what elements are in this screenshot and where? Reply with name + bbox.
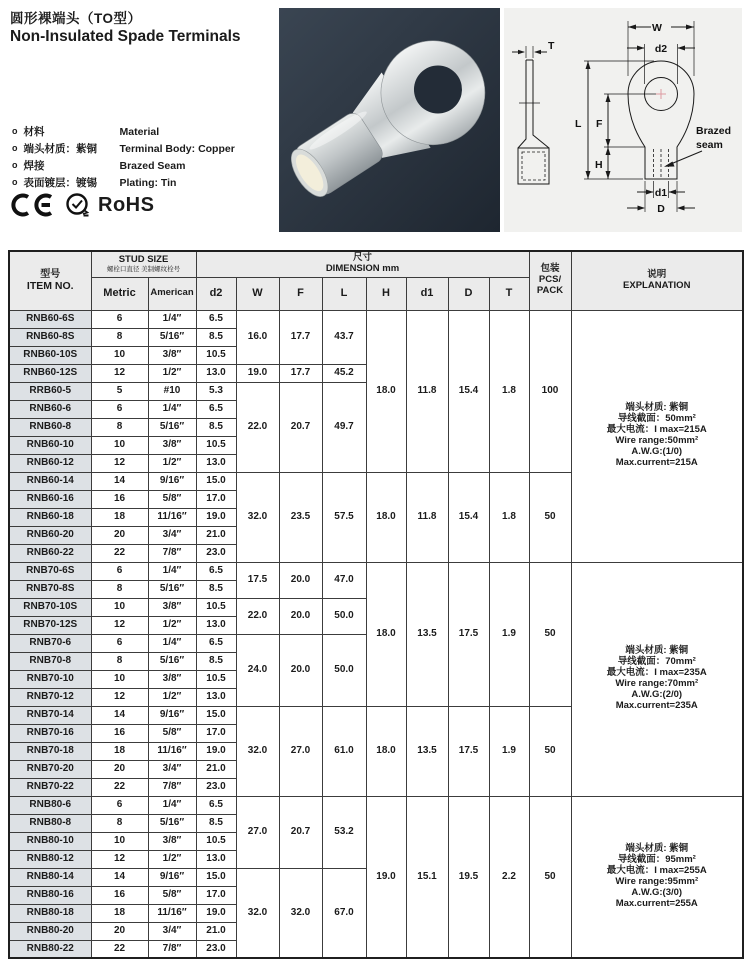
metric-cell: 18	[91, 508, 148, 526]
d2-cell: 6.5	[196, 796, 236, 814]
d-cell: 17.5	[448, 706, 489, 796]
american-cell: 1/2″	[148, 364, 196, 382]
f-cell: 20.0	[279, 634, 322, 706]
american-cell: 5/8″	[148, 490, 196, 508]
l-cell: 45.2	[322, 364, 366, 382]
header-l: L	[322, 277, 366, 310]
metric-cell: 22	[91, 544, 148, 562]
american-cell: 1/2″	[148, 454, 196, 472]
metric-cell: 16	[91, 886, 148, 904]
item-no-cell: RNB70-10S	[9, 598, 91, 616]
h-cell: 18.0	[366, 310, 406, 472]
explanation-line: 端头材质: 紫铜	[625, 842, 689, 854]
d2-cell: 17.0	[196, 490, 236, 508]
t-cell: 1.8	[489, 472, 529, 562]
w-cell: 17.5	[236, 562, 279, 598]
l-cell: 49.7	[322, 382, 366, 472]
american-cell: 1/4″	[148, 796, 196, 814]
american-cell: 3/8″	[148, 832, 196, 850]
explanation-cell	[571, 562, 743, 796]
brazed-seam-label: Brazed	[696, 125, 732, 137]
pcs-pack-cell: 50	[529, 472, 571, 562]
metric-cell: 18	[91, 904, 148, 922]
d2-cell: 10.5	[196, 598, 236, 616]
table-row	[9, 310, 743, 328]
bullet-icon: o	[12, 177, 18, 187]
d1-cell: 13.5	[406, 562, 448, 706]
item-no-cell: RNB70-6S	[9, 562, 91, 580]
item-no-cell: RNB80-16	[9, 886, 91, 904]
metric-cell: 6	[91, 796, 148, 814]
d2-cell: 21.0	[196, 922, 236, 940]
american-cell: 9/16″	[148, 868, 196, 886]
t-cell: 1.9	[489, 562, 529, 706]
spec-table-body	[9, 310, 743, 958]
metric-cell: 10	[91, 436, 148, 454]
w-cell: 22.0	[236, 382, 279, 472]
pcs-pack-cell: 50	[529, 706, 571, 796]
explanation-line: A.W.G:(2/0)	[631, 688, 683, 700]
header-d1: d1	[406, 277, 448, 310]
metric-cell: 10	[91, 598, 148, 616]
d1-cell: 15.1	[406, 796, 448, 958]
american-cell: 7/8″	[148, 544, 196, 562]
material-label-en: Terminal Body: Copper	[119, 143, 235, 155]
metric-cell: 12	[91, 454, 148, 472]
item-no-cell: RNB60-12	[9, 454, 91, 472]
d2-cell: 13.0	[196, 688, 236, 706]
item-no-cell: RNB60-18	[9, 508, 91, 526]
item-no-cell: RNB80-8	[9, 814, 91, 832]
d1-cell: 13.5	[406, 706, 448, 796]
table-row	[9, 562, 743, 580]
material-label-en: Brazed Seam	[119, 160, 186, 172]
title-english: Non-Insulated Spade Terminals	[10, 28, 241, 45]
material-label-zh: 表面镀层：镀锡	[23, 177, 97, 189]
metric-cell: 12	[91, 616, 148, 634]
metric-cell: 16	[91, 724, 148, 742]
item-no-cell: RNB60-14	[9, 472, 91, 490]
f-cell: 20.7	[279, 796, 322, 868]
metric-cell: 14	[91, 472, 148, 490]
item-no-cell: RNB60-10S	[9, 346, 91, 364]
item-no-cell: RNB80-6	[9, 796, 91, 814]
explanation-line: Wire range:70mm²	[615, 678, 699, 689]
d-cell: 15.4	[448, 310, 489, 472]
american-cell: 5/16″	[148, 328, 196, 346]
item-no-cell: RNB60-6S	[9, 310, 91, 328]
metric-cell: 14	[91, 868, 148, 886]
american-cell: 5/16″	[148, 580, 196, 598]
explanation-line: Max.current=215A	[615, 456, 698, 468]
material-label-zh: 材料	[23, 126, 45, 138]
explanation-line: Wire range:95mm²	[615, 875, 699, 887]
d2-cell: 23.0	[196, 940, 236, 958]
metric-cell: 8	[91, 418, 148, 436]
header-t: T	[489, 277, 529, 310]
d2-cell: 15.0	[196, 868, 236, 886]
item-no-cell: RNB70-10	[9, 670, 91, 688]
header-d2: d2	[196, 277, 236, 310]
item-no-cell: RNB70-8S	[9, 580, 91, 598]
dim-label-d1: d1	[654, 187, 668, 199]
american-cell: 11/16″	[148, 742, 196, 760]
material-label-zh: 端头材质：紫铜	[23, 143, 97, 155]
d2-cell: 6.5	[196, 562, 236, 580]
american-cell: 3/8″	[148, 436, 196, 454]
metric-cell: 6	[91, 634, 148, 652]
explanation-line: 导线截面：95mm²	[617, 853, 696, 865]
metric-cell: 22	[91, 778, 148, 796]
w-cell: 24.0	[236, 634, 279, 706]
dimension-diagram	[504, 8, 742, 232]
header-stud-size: STUD SIZE 螺栓口直径 美制螺纹栓号	[91, 251, 196, 277]
explanation-line: A.W.G:(3/0)	[631, 886, 683, 898]
w-cell: 16.0	[236, 310, 279, 364]
rohs-label: RoHS	[98, 193, 155, 216]
item-no-cell: RNB70-6	[9, 634, 91, 652]
dim-label-d2: d2	[654, 43, 668, 55]
metric-cell: 22	[91, 940, 148, 958]
american-cell: 9/16″	[148, 472, 196, 490]
american-cell: 1/4″	[148, 634, 196, 652]
d-cell: 19.5	[448, 796, 489, 958]
item-no-cell: RNB70-8	[9, 652, 91, 670]
pcs-pack-cell: 50	[529, 796, 571, 958]
d1-cell: 11.8	[406, 310, 448, 472]
metric-cell: 6	[91, 562, 148, 580]
header-item-no: 型号 ITEM NO.	[9, 251, 91, 310]
item-no-cell: RNB60-6	[9, 400, 91, 418]
w-cell: 32.0	[236, 472, 279, 562]
d2-cell: 17.0	[196, 886, 236, 904]
pcs-pack-cell: 50	[529, 562, 571, 706]
metric-cell: 10	[91, 346, 148, 364]
l-cell: 53.2	[322, 796, 366, 868]
d2-cell: 10.5	[196, 436, 236, 454]
d2-cell: 15.0	[196, 706, 236, 724]
dim-label-h: H	[595, 159, 603, 171]
d2-cell: 15.0	[196, 472, 236, 490]
dim-label-l: L	[575, 118, 582, 130]
explanation-line: 端头材质: 紫铜	[625, 645, 689, 657]
item-no-cell: RNB70-14	[9, 706, 91, 724]
l-cell: 61.0	[322, 706, 366, 796]
bullet-icon: o	[12, 126, 18, 136]
w-cell: 32.0	[236, 868, 279, 958]
explanation-line: A.W.G:(1/0)	[631, 445, 683, 457]
header-metric: Metric	[91, 277, 148, 310]
w-cell: 19.0	[236, 364, 279, 382]
w-cell: 22.0	[236, 598, 279, 634]
dim-label-w: W	[652, 22, 662, 34]
f-cell: 17.7	[279, 364, 322, 382]
h-cell: 18.0	[366, 706, 406, 796]
metric-cell: 14	[91, 706, 148, 724]
material-row	[12, 175, 235, 192]
d2-cell: 8.5	[196, 418, 236, 436]
item-no-cell: RNB60-10	[9, 436, 91, 454]
d2-cell: 13.0	[196, 364, 236, 382]
d2-cell: 21.0	[196, 760, 236, 778]
d2-cell: 6.5	[196, 634, 236, 652]
table-row	[9, 796, 743, 814]
american-cell: 3/4″	[148, 526, 196, 544]
american-cell: 7/8″	[148, 940, 196, 958]
material-label-zh: 焊接	[23, 160, 45, 172]
american-cell: 1/2″	[148, 688, 196, 706]
american-cell: 5/16″	[148, 652, 196, 670]
metric-cell: 6	[91, 310, 148, 328]
metric-cell: 20	[91, 922, 148, 940]
american-cell: 9/16″	[148, 706, 196, 724]
d2-cell: 13.0	[196, 850, 236, 868]
explanation-line: Max.current=235A	[615, 699, 698, 711]
american-cell: 3/4″	[148, 760, 196, 778]
d2-cell: 8.5	[196, 328, 236, 346]
f-cell: 23.5	[279, 472, 322, 562]
item-no-cell: RNB80-18	[9, 904, 91, 922]
f-cell: 20.0	[279, 598, 322, 634]
t-cell: 1.9	[489, 706, 529, 796]
item-no-cell: RNB70-18	[9, 742, 91, 760]
d2-cell: 5.3	[196, 382, 236, 400]
dim-label-f: F	[596, 118, 603, 130]
d2-cell: 6.5	[196, 400, 236, 418]
metric-cell: 16	[91, 490, 148, 508]
d2-cell: 19.0	[196, 904, 236, 922]
item-no-cell: RNB80-14	[9, 868, 91, 886]
metric-cell: 8	[91, 580, 148, 598]
l-cell: 67.0	[322, 868, 366, 958]
explanation-line: Max.current=255A	[615, 897, 698, 909]
t-cell: 1.8	[489, 310, 529, 472]
d2-cell: 6.5	[196, 310, 236, 328]
explanation-cell	[571, 796, 743, 958]
product-photo	[279, 8, 500, 232]
h-cell: 19.0	[366, 796, 406, 958]
t-cell: 2.2	[489, 796, 529, 958]
explanation-line: 最大电流：I max=235A	[606, 667, 707, 679]
dim-label-d: D	[657, 203, 665, 215]
quality-cert-icon	[64, 192, 90, 218]
d2-cell: 19.0	[196, 742, 236, 760]
metric-cell: 6	[91, 400, 148, 418]
item-no-cell: RNB70-16	[9, 724, 91, 742]
metric-cell: 8	[91, 652, 148, 670]
american-cell: 5/16″	[148, 814, 196, 832]
american-cell: 3/8″	[148, 598, 196, 616]
item-no-cell: RNB80-22	[9, 940, 91, 958]
d2-cell: 23.0	[196, 778, 236, 796]
explanation-line: 导线截面：70mm²	[617, 656, 696, 668]
svg-text:seam: seam	[696, 139, 723, 151]
item-no-cell: RNB80-10	[9, 832, 91, 850]
d2-cell: 13.0	[196, 454, 236, 472]
item-no-cell: RNB70-20	[9, 760, 91, 778]
f-cell: 20.0	[279, 562, 322, 598]
american-cell: 1/2″	[148, 616, 196, 634]
american-cell: 1/2″	[148, 850, 196, 868]
d2-cell: 17.0	[196, 724, 236, 742]
f-cell: 17.7	[279, 310, 322, 364]
explanation-cell	[571, 310, 743, 562]
item-no-cell: RNB60-20	[9, 526, 91, 544]
item-no-cell: RNB80-12	[9, 850, 91, 868]
material-row	[12, 158, 235, 175]
item-no-cell: RNB60-8	[9, 418, 91, 436]
metric-cell: 12	[91, 688, 148, 706]
l-cell: 43.7	[322, 310, 366, 364]
explanation-line: 最大电流：I max=215A	[606, 424, 707, 436]
header-d: D	[448, 277, 489, 310]
bullet-icon: o	[12, 143, 18, 153]
explanation-line: 端头材质: 紫铜	[625, 402, 689, 414]
metric-cell: 10	[91, 670, 148, 688]
item-no-cell: RNB70-12	[9, 688, 91, 706]
d-cell: 17.5	[448, 562, 489, 706]
metric-cell: 12	[91, 850, 148, 868]
d2-cell: 10.5	[196, 670, 236, 688]
spec-table	[8, 250, 744, 959]
material-list	[12, 124, 235, 192]
f-cell: 20.7	[279, 382, 322, 472]
header-explanation: 说明 EXPLANATION	[571, 251, 743, 310]
l-cell: 57.5	[322, 472, 366, 562]
american-cell: 11/16″	[148, 508, 196, 526]
d2-cell: 8.5	[196, 814, 236, 832]
explanation-line: 最大电流：I max=255A	[606, 864, 707, 876]
material-label-en: Material	[119, 126, 160, 138]
dim-label-t: T	[548, 40, 555, 52]
explanation-line: 导线截面：50mm²	[617, 413, 696, 425]
item-no-cell: RRB60-5	[9, 382, 91, 400]
american-cell: 5/8″	[148, 724, 196, 742]
header-pack: 包装 PCS/ PACK	[529, 251, 571, 310]
header-h: H	[366, 277, 406, 310]
american-cell: 3/4″	[148, 922, 196, 940]
material-label-en: Plating: Tin	[119, 177, 177, 189]
american-cell: 5/8″	[148, 886, 196, 904]
metric-cell: 8	[91, 814, 148, 832]
d2-cell: 10.5	[196, 346, 236, 364]
w-cell: 32.0	[236, 706, 279, 796]
d2-cell: 8.5	[196, 652, 236, 670]
w-cell: 27.0	[236, 796, 279, 868]
metric-cell: 10	[91, 832, 148, 850]
american-cell: 1/4″	[148, 400, 196, 418]
metric-cell: 5	[91, 382, 148, 400]
title-chinese: 圆形裸端头（TO型）	[10, 11, 142, 26]
l-cell: 47.0	[322, 562, 366, 598]
material-row	[12, 124, 235, 141]
f-cell: 27.0	[279, 706, 322, 796]
l-cell: 50.0	[322, 634, 366, 706]
item-no-cell: RNB70-22	[9, 778, 91, 796]
item-no-cell: RNB80-20	[9, 922, 91, 940]
metric-cell: 12	[91, 364, 148, 382]
f-cell: 32.0	[279, 868, 322, 958]
d1-cell: 11.8	[406, 472, 448, 562]
page-title	[10, 7, 241, 46]
american-cell: 11/16″	[148, 904, 196, 922]
american-cell: 5/16″	[148, 418, 196, 436]
ce-mark-icon	[10, 192, 56, 218]
metric-cell: 18	[91, 742, 148, 760]
explanation-line: Wire range:50mm²	[615, 435, 699, 446]
american-cell: 3/8″	[148, 670, 196, 688]
american-cell: 7/8″	[148, 778, 196, 796]
item-no-cell: RNB60-8S	[9, 328, 91, 346]
item-no-cell: RNB60-12S	[9, 364, 91, 382]
d2-cell: 10.5	[196, 832, 236, 850]
d2-cell: 23.0	[196, 544, 236, 562]
d2-cell: 13.0	[196, 616, 236, 634]
certification-logos	[10, 192, 154, 218]
header-dimension: 尺寸 DIMENSION mm	[196, 251, 529, 277]
item-no-cell: RNB70-12S	[9, 616, 91, 634]
material-row	[12, 141, 235, 158]
h-cell: 18.0	[366, 562, 406, 706]
pcs-pack-cell: 100	[529, 310, 571, 472]
d2-cell: 21.0	[196, 526, 236, 544]
header-american: American	[148, 277, 196, 310]
item-no-cell: RNB60-22	[9, 544, 91, 562]
metric-cell: 20	[91, 760, 148, 778]
l-cell: 50.0	[322, 598, 366, 634]
american-cell: 1/4″	[148, 310, 196, 328]
h-cell: 18.0	[366, 472, 406, 562]
american-cell: #10	[148, 382, 196, 400]
american-cell: 1/4″	[148, 562, 196, 580]
bullet-icon: o	[12, 160, 18, 170]
american-cell: 3/8″	[148, 346, 196, 364]
d-cell: 15.4	[448, 472, 489, 562]
header-f: F	[279, 277, 322, 310]
metric-cell: 8	[91, 328, 148, 346]
header-w: W	[236, 277, 279, 310]
metric-cell: 20	[91, 526, 148, 544]
d2-cell: 8.5	[196, 580, 236, 598]
item-no-cell: RNB60-16	[9, 490, 91, 508]
d2-cell: 19.0	[196, 508, 236, 526]
